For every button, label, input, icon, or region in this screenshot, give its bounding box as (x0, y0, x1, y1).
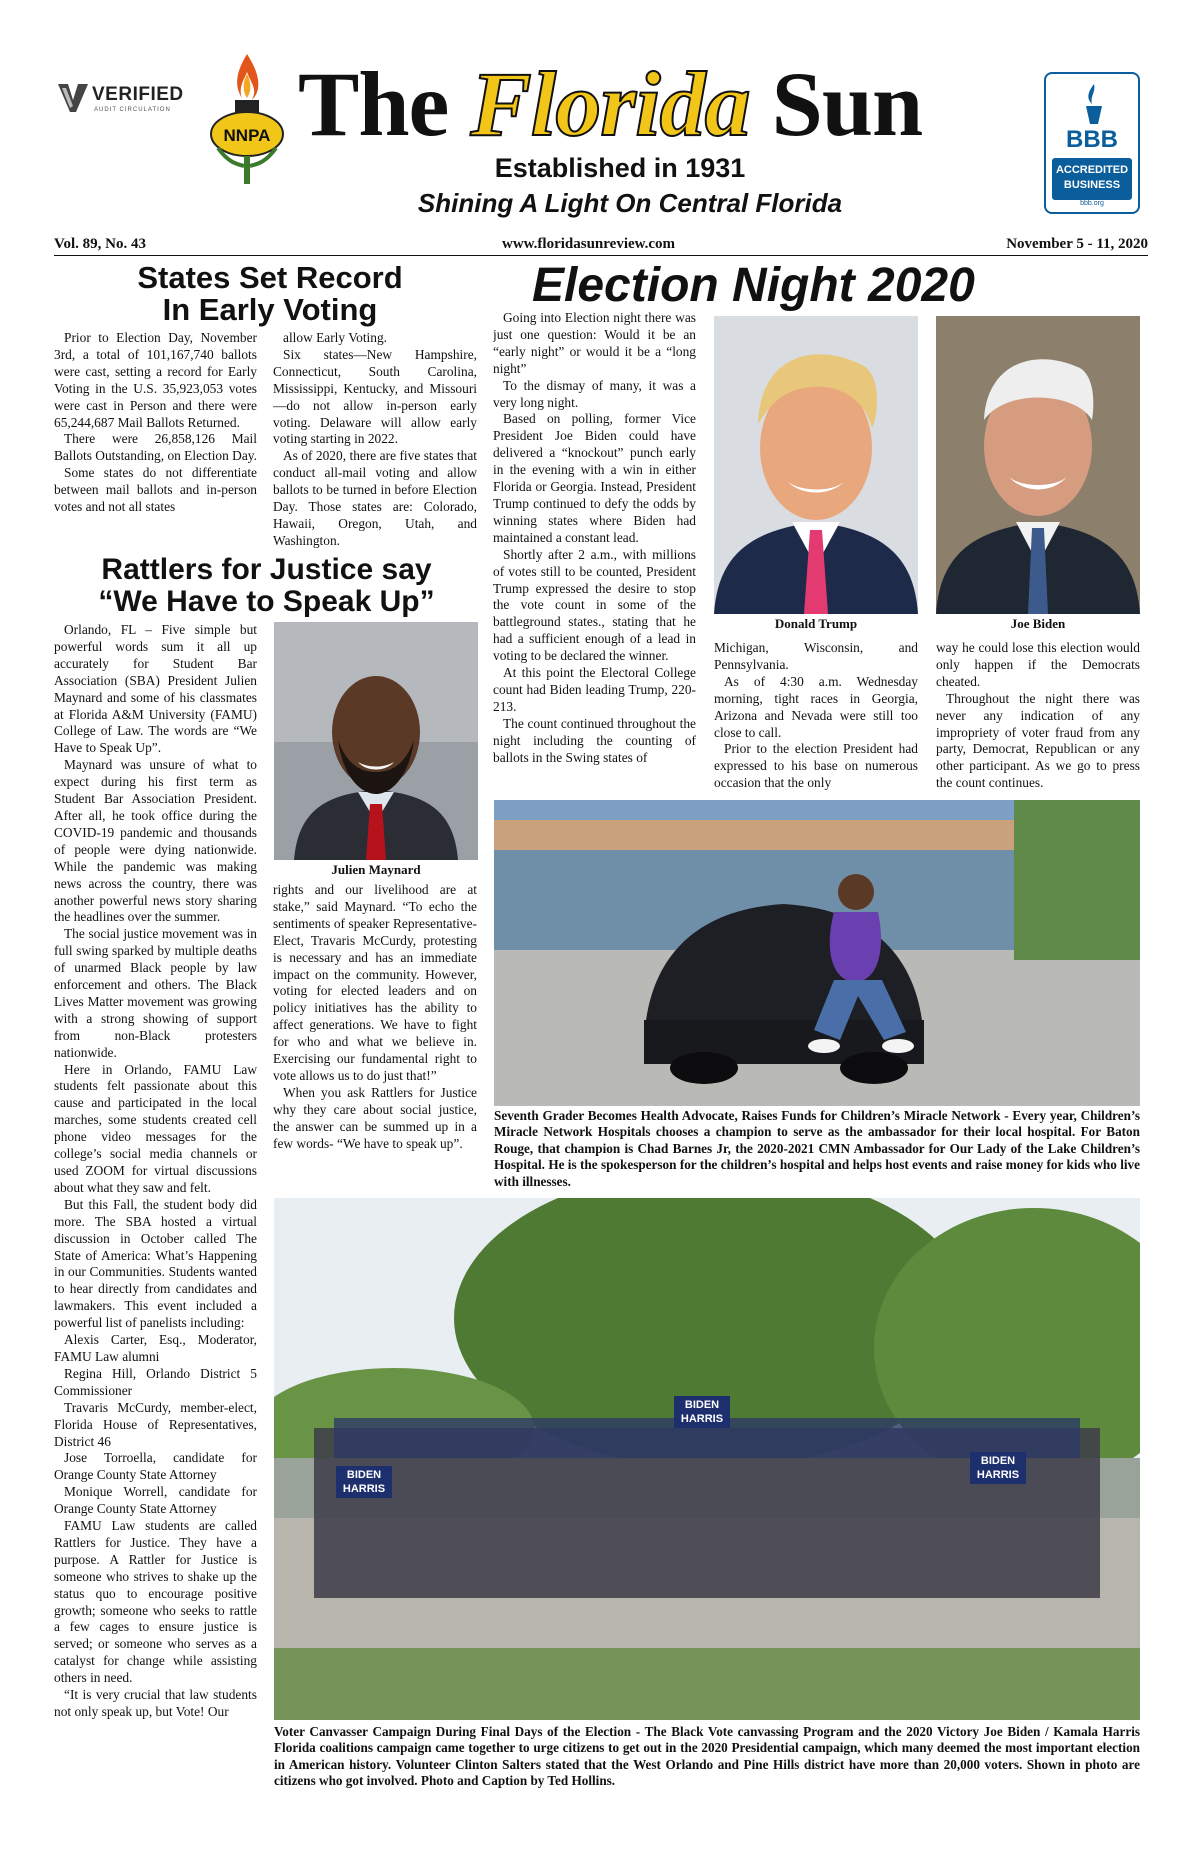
election-col1-p5: At this point the Electoral College count had Biden leading Trump, 220-213. (493, 665, 696, 714)
nnpa-logo (206, 52, 288, 186)
voting-headline-line2: In Early Voting (162, 292, 378, 327)
rattlers-col1-p10: Monique Worrell, candidate for Orange County State Attorney (54, 1484, 257, 1517)
election-col1-p2: To the dismay of many, it was a very long night. (493, 377, 696, 410)
cmn-photo-caption: Seventh Grader Becomes Health Advocate, Raises Funds for Children’s Miracle Network - Every year, Children’s Miracle Network Hospitals chooses a champion to serve as the ambassador for their local hospital. For Baton Rouge, that champion is Chad Barnes Jr, the 2020-2021 CMN Ambassador for Our Lady of the Lake Children’s Hospital. He is the spokesperson for the children’s hospital and helps host events and raise money for kids who live with illnesses. (494, 1108, 1140, 1189)
voting-headline-line1: States Set Record (137, 260, 403, 295)
election-col2-p2: As of 4:30 a.m. Wednesday morning, tight races in Georgia, Arizona and Nevada were still too close to call. (714, 673, 918, 740)
sign-1-line2: HARRIS (680, 1413, 724, 1425)
verified-audit-logo (56, 80, 214, 120)
rattlers-col1-p3: The social justice movement was in full swing sparked by multiple deaths of unarmed Black people by law enforcement and others. The Black Lives Matter movement was growing with a strong showing of support from non-Black protesters nationwide. (54, 926, 257, 1060)
website-url[interactable]: www.floridasunreview.com (502, 236, 676, 252)
voter-canvasser-photo (274, 1198, 1140, 1720)
rattlers-col2-p2: When you ask Rattlers for Justice why they care about social justice, the answer can be summed up in a few words- “We have to speak up”. (273, 1084, 477, 1151)
rattlers-col1-p4: Here in Orlando, FAMU Law students felt passionate about this cause and participated in the local marches, some students created cell phone video messages for the college’s social media channels or used ZOOM for virtual discussions about what they saw and felt. (54, 1061, 257, 1195)
bbb-logo-text: BBB (1066, 126, 1118, 153)
election-col3-p1: way he could lose this election would only happen if the Democrats cheated. (936, 640, 1140, 689)
biden-harris-sign-2 (970, 1452, 1026, 1484)
issue-date: November 5 - 11, 2020 (1006, 236, 1148, 252)
cmn-ambassador-photo (494, 800, 1140, 1106)
masthead-established: Established in 1931 (494, 153, 746, 183)
verified-check-icon (56, 80, 90, 114)
bbb-logo (1044, 72, 1140, 214)
julien-maynard-photo (274, 622, 478, 860)
masthead-title-florida: Florida (470, 53, 750, 155)
rattlers-headline (54, 554, 479, 618)
rattlers-col1 (54, 622, 257, 1802)
election-col1-p1: Going into Election night there was just one question: Would it be an “early night” or would it be a “long night” (493, 310, 696, 376)
voting-headline (80, 262, 460, 326)
verified-logo-text: VERIFIED (92, 84, 184, 105)
rattlers-col1-p11: FAMU Law students are called Rattlers for Justice. They have a purpose. A Rattler for Justice is someone who strives to shake up the status quo to encourage positive growth; someone who seeks to rattle a few cages to ensure justice is served; or someone who serves as a catalyst for change while assisting others in need. (54, 1518, 257, 1686)
nnpa-logo-text: NNPA (223, 126, 271, 145)
rattlers-col1-p9: Jose Torroella, candidate for Orange County State Attorney (54, 1450, 257, 1483)
rattlers-col1-p1: Orlando, FL – Five simple but powerful words sum it all up accurately for Student Bar Association (SBA) President Julien Maynard and some of his classmates at Florida A&M University (FAMU) College of Law. The words are “We Have to Speak Up”. (54, 622, 257, 756)
cmn-photo-scene (494, 800, 1140, 1106)
rattlers-col1-p2: Maynard was unsure of what to expect during his first term as Student Bar Association President. After all, he took office during the COVID-19 pandemic and thousands of people were dying nationwide. While the pandemic was making news across the country, there was another powerful news story sharing the headlines over the summer. (54, 757, 257, 925)
joe-biden-caption: Joe Biden (1010, 616, 1066, 631)
masthead-title-the: The (298, 53, 449, 155)
election-col1-p4: Shortly after 2 a.m., with millions of votes still to be counted, President Trump expressed the desire to stop the vote count in some of the battleground states., stating that he had a sufficient enough of a lead in voting to be declared the winner. (493, 546, 696, 664)
voter-canvasser-caption: Voter Canvasser Campaign During Final Days of the Election - The Black Vote canvassing Program and the 2020 Victory Joe Biden / Kamala Harris Florida coalitions campaign came together to urge citizens to get out in the 2020 Presidential campaign, which many deemed the most important election in American history. Volunteer Clinton Salters stated that the West Orlando and Pine Hills district have more than 20,000 voters. Shown in photo are citizens who got involved. Photo and Caption by Ted Hollins. (274, 1724, 1140, 1789)
election-col2-p3: Prior to the election President had expressed to his base on numerous occasion that the only (714, 741, 918, 791)
voting-col1-p2: There were 26,858,126 Mail Ballots Outstanding, on Election Day. (54, 431, 257, 464)
rattlers-col2 (273, 882, 477, 1154)
masthead-title (298, 53, 1018, 158)
bbb-accredited-text: ACCREDITED (1055, 164, 1129, 176)
bbb-business-text: BUSINESS (1063, 179, 1121, 191)
rattlers-headline-line1: Rattlers for Justice say (101, 553, 432, 586)
rattlers-col1-p7: Regina Hill, Orlando District 5 Commissioner (54, 1365, 257, 1398)
rattlers-col1-p5: But this Fall, the student body did more. The SBA hosted a virtual discussion in October called The State of America: What’s Happening in our Communities. Students wanted to hear directly from candidates and lawmakers. This event included a powerful list of panelists including: (54, 1196, 257, 1331)
voting-col1 (54, 330, 257, 550)
torch-icon (206, 52, 288, 186)
rattlers-headline-line2: “We Have to Speak Up” (98, 585, 435, 618)
voting-col2-p2: Six states—New Hampshire, Connecticut, South Carolina, Mississippi, Kentucky, and Missouri—do not allow in-person early voting. Delaware will allow early voting starting in 2022. (273, 346, 477, 447)
election-col2-p1: Michigan, Wisconsin, and Pennsylvania. (714, 640, 918, 672)
masthead-tagline: Shining A Light On Central Florida (417, 188, 843, 218)
bbb-site-text: bbb.org (1080, 200, 1104, 207)
julien-maynard-caption: Julien Maynard (331, 862, 421, 877)
election-col1-p3: Based on polling, former Vice President Joe Biden could have delivered a “knockout” punch early in the evening with a win in either Florida or Georgia. Instead, President Trump continued to defy the odds by winning states where Biden had maintained a constant lead. (493, 411, 696, 545)
election-col1-p6: The count continued throughout the night including the counting of ballots in the Swing states of (493, 715, 696, 765)
volume-number: Vol. 89, No. 43 (54, 236, 146, 252)
voting-col1-p1: Prior to Election Day, November 3rd, a total of 101,167,740 ballots were cast, setting a record for Early Voting in the U.S. 35,923,053 votes were cast in Person and there were 65,244,687 Mail Ballots Returned. (54, 330, 257, 430)
voting-col1-p3: Some states do not differentiate between mail ballots and in-person votes and not all states (54, 465, 257, 515)
sign-2-line2: HARRIS (976, 1469, 1020, 1481)
voting-col2-p3: As of 2020, there are five states that conduct all-mail voting and allow ballots to be turned in before Election Day. Those states are: Colorado, Hawaii, Oregon, Utah, and Washington. (273, 448, 477, 548)
biden-harris-sign-3 (336, 1466, 392, 1498)
verified-logo-subtext: AUDIT CIRCULATION (94, 107, 171, 113)
election-headline: Election Night 2020 (532, 259, 975, 312)
bbb-torch-icon (1076, 82, 1112, 126)
donald-trump-photo (714, 316, 918, 614)
voting-col2 (273, 330, 477, 552)
election-col3-p2: Throughout the night there was never any indication of any impropriety of voter fraud from any party, Democrat, Republican or any other participant. As we go to press the count continues. (936, 690, 1140, 791)
sign-1-line1: BIDEN (684, 1399, 720, 1411)
rattlers-col1-p12: “It is very crucial that law students not only speak up, but Vote! Our (54, 1687, 257, 1719)
sign-2-line1: BIDEN (980, 1455, 1016, 1467)
rattlers-col1-p8: Travaris McCurdy, member-elect, Florida House of Representatives, District 46 (54, 1399, 257, 1449)
election-col3 (936, 640, 1140, 792)
election-col2 (714, 640, 918, 792)
election-col1 (493, 310, 696, 792)
bbb-accredited-box (1052, 158, 1132, 200)
rattlers-col2-p1: rights and our livelihood are at stake,” said Maynard. “To echo the sentiments of speaker Representative-Elect, Travaris McCurdy, protesting is necessary and has an immediate impact on the community. However, voting for elected leaders and on policy initiatives has the ability to affect generations. We have to fight for who and what we believe in. Exercising our fundamental right to vote allows us to do just that!” (273, 882, 477, 1083)
donald-trump-caption: Donald Trump (774, 616, 858, 631)
joe-biden-portrait (936, 316, 1140, 614)
masthead (0, 0, 1200, 240)
rattlers-col1-p6: Alexis Carter, Esq., Moderator, FAMU Law alumni (54, 1332, 257, 1364)
voting-col2-p1: allow Early Voting. (283, 330, 388, 345)
sign-3-line2: HARRIS (342, 1483, 386, 1495)
donald-trump-portrait (714, 316, 918, 614)
sign-3-line1: BIDEN (346, 1469, 382, 1481)
masthead-title-sun: Sun (771, 53, 923, 155)
julien-maynard-portrait (274, 622, 478, 860)
biden-harris-sign-1 (674, 1396, 730, 1428)
joe-biden-photo (936, 316, 1140, 614)
info-bar (54, 236, 1148, 256)
